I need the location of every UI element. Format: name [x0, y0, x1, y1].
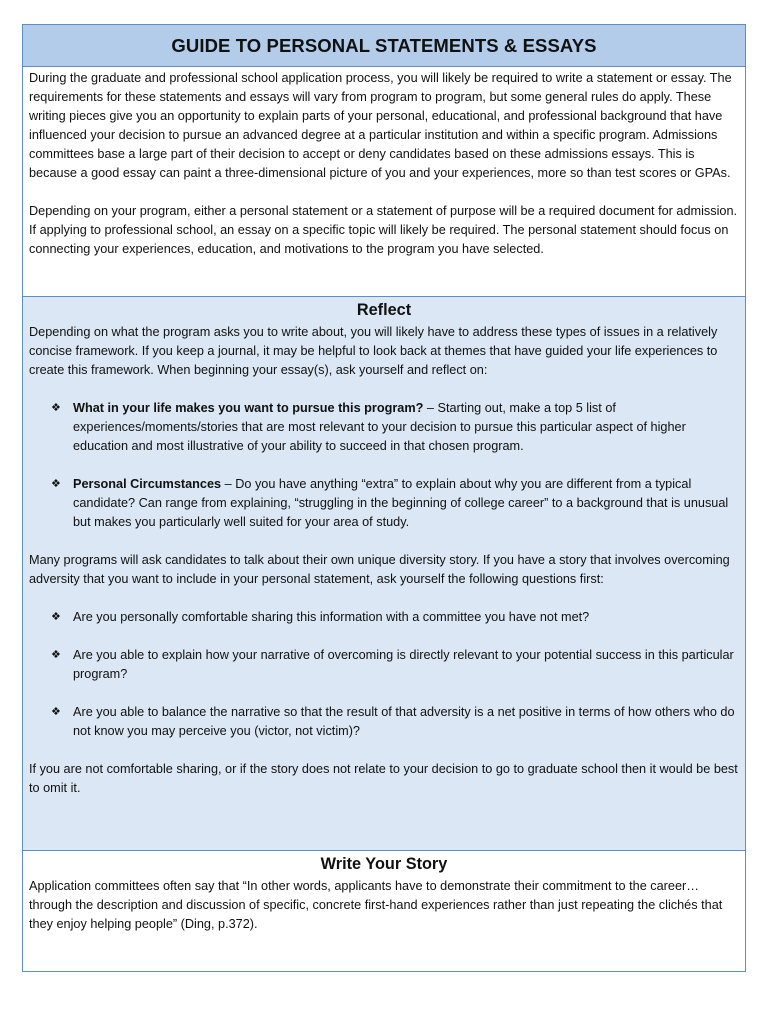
- intro-section: [23, 67, 745, 297]
- list-spacer: [29, 456, 739, 475]
- diamond-bullet-icon: ❖: [51, 478, 61, 490]
- story-heading: Write Your Story: [320, 855, 448, 873]
- closing-paragraph: If you are not comfortable sharing, or if the story does not relate to your decision to go to graduate school then it would be best to omit it.: [29, 762, 738, 795]
- reflect-intro: Depending on what the program asks you to write about, you will likely have to address these types of issues in a relatively concise framework. If you keep a journal, it may be helpful to look back at themes that have guided your life experiences to create this framework. When beginning your essay(s), ask yourself and reflect on:: [29, 325, 718, 377]
- list-item: [29, 608, 739, 627]
- question-text: Are you able to balance the narrative so that the result of that adversity is a net positive in terms of how others who do not know you may perceive you (victor, not victim)?: [73, 705, 735, 738]
- diversity-paragraph: Many programs will ask candidates to talk about their own unique diversity story. If you have a story that involves overcoming adversity that you want to include in your personal statement, ask yourself the following questions first:: [29, 553, 730, 586]
- reflect-bullet-list: [29, 399, 739, 532]
- question-text: Are you able to explain how your narrative of overcoming is directly relevant to your potential success in this particular program?: [73, 648, 734, 681]
- question-list: [29, 608, 739, 741]
- guide-frame: [22, 24, 746, 972]
- list-item: [29, 703, 739, 741]
- list-item: [29, 475, 739, 532]
- intro-paragraph-1: During the graduate and professional school application process, you will likely be required to write a statement or essay. The requirements for these statements and essays will vary from program to program, but some general rules do apply. These writing pieces give you an opportunity to explain parts of your personal, educational, and professional background that have influenced your decision to pursue an advanced degree at a particular institution and within a specific program. Admissions committees base a large part of their decision to accept or deny candidates based on these admissions essays. This is because a good essay can paint a three-dimensional picture of you and your experiences, more so than test scores or GPAs.: [29, 71, 732, 180]
- reflect-heading: Reflect: [356, 301, 412, 319]
- question-text: Are you personally comfortable sharing this information with a committee you have not met?: [73, 610, 590, 624]
- page-title: GUIDE TO PERSONAL STATEMENTS & ESSAYS: [23, 25, 745, 67]
- bullet-text: – Starting out, make a top 5 list of experiences/moments/stories that are most relevant to your decision to pursue this particular aspect of higher education and most illustrative of your ability to succeed in that chosen program.: [73, 401, 686, 453]
- bullet-text: – Do you have anything “extra” to explain about why you are different from a typical candidate? Can range from explaining, “struggling in the beginning of college career” to a background that is unusual but makes you particularly well suited for your area of study.: [73, 477, 729, 529]
- list-item: [29, 399, 739, 456]
- diamond-bullet-icon: ❖: [51, 649, 61, 661]
- story-section: [23, 851, 745, 971]
- diamond-bullet-icon: ❖: [51, 402, 61, 414]
- bullet-bold-text: What in your life makes you want to pursue this program?: [73, 401, 424, 415]
- list-item: [29, 646, 739, 684]
- story-paragraph: Application committees often say that “In other words, applicants have to demonstrate their commitment to the career… through the description and discussion of specific, concrete first-hand experiences rather than just repeating the clichés that they enjoy helping people” (Ding, p.372).: [29, 879, 723, 931]
- reflect-section: [23, 297, 745, 851]
- diamond-bullet-icon: ❖: [51, 706, 61, 718]
- intro-paragraph-2: Depending on your program, either a personal statement or a statement of purpose will be a required document for admission. If applying to professional school, an essay on a specific topic will likely be required. The personal statement should focus on connecting your experiences, education, and motivations to the program you have selected.: [29, 204, 738, 256]
- bullet-bold-text: Personal Circumstances: [73, 477, 222, 491]
- list-spacer: [29, 627, 739, 646]
- list-spacer: [29, 684, 739, 703]
- diamond-bullet-icon: ❖: [51, 611, 61, 623]
